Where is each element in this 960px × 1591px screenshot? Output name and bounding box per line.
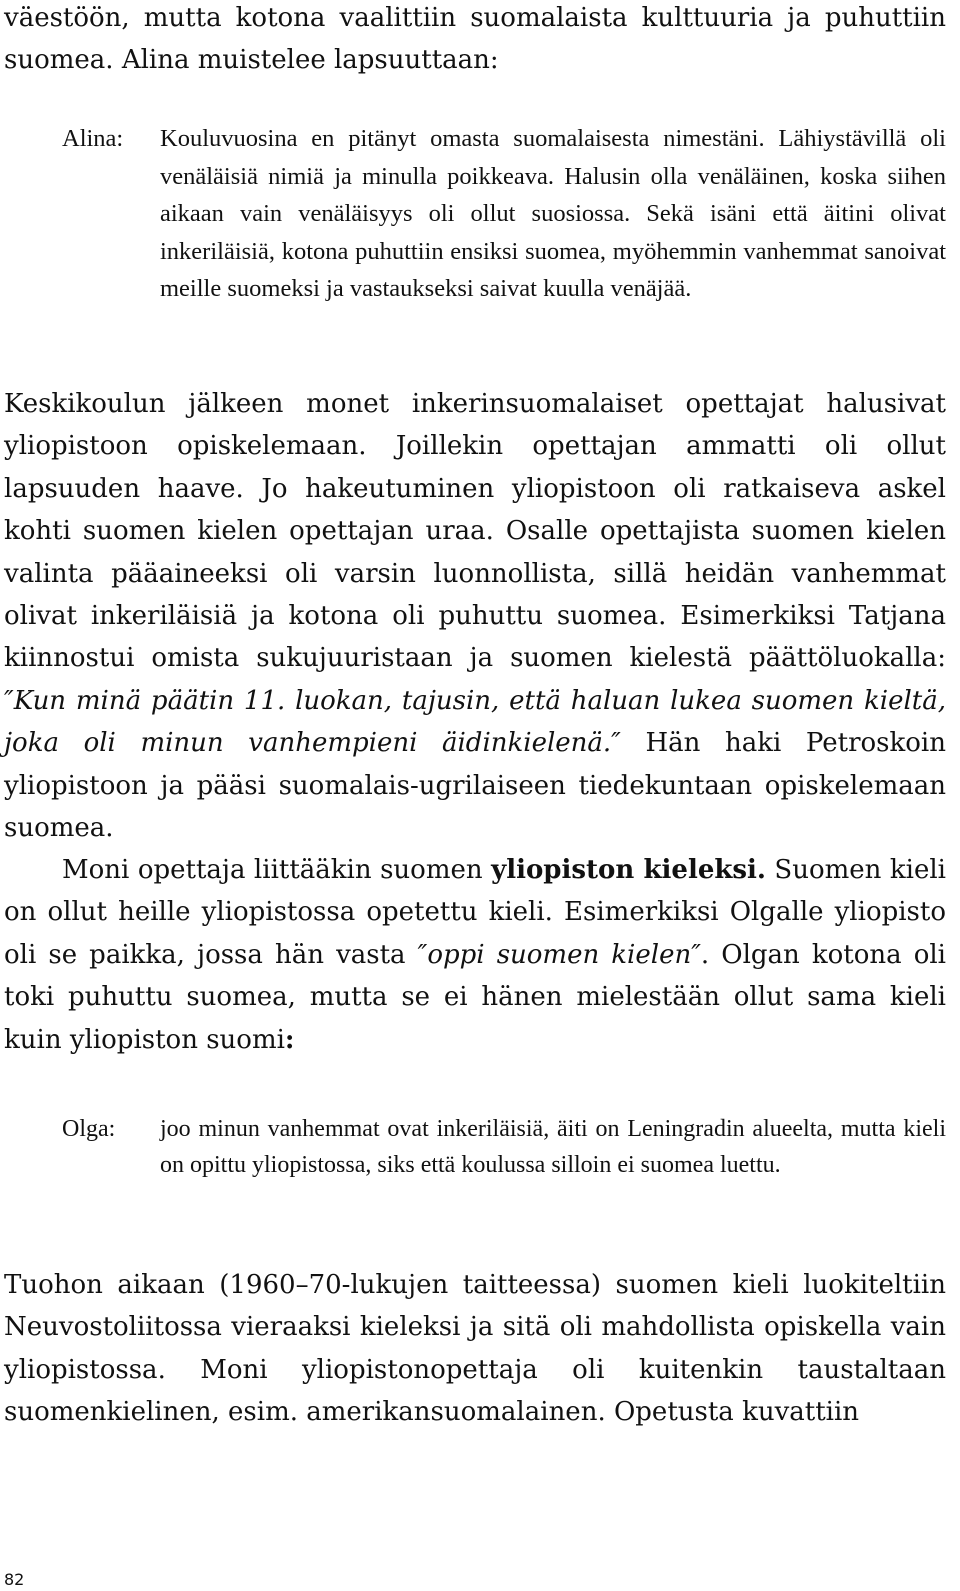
quote-alina: [62, 120, 946, 308]
italic-quote: ″Kun minä päätin 11. luokan, tajusin, että haluan lukea suomen kieltä, joka oli minun vanhempieni äidinkielenä.″: [4, 685, 946, 759]
quote-text: Kouluvuosina en pitänyt omasta suomalaisesta nimestäni. Lähiystävillä oli venäläisiä nimiä ja minulla poikkeava. Halusin olla venäläinen, koska siihen aikaan vain venäläisyys oli ollut suosiossa. Sekä isäni että äitini olivat inkeriläisiä, kotona puhuttiin ensiksi suomea, myöhemmin vanhemmat sanoivat meille suomeksi ja vastaukseksi saivat kuulla venäjää.: [160, 125, 946, 302]
paragraph-tuohon-aikaan: Tuohon aikaan (1960–70-lukujen taitteessa) suomen kieli luokiteltiin Neuvostoliitossa vieraaksi kieleksi ja sitä oli mahdollista opiskella vain yliopistossa. Moni yliopistonopettaja oli kuitenkin taustaltaan suomenkielinen, esim. amerikansuomalainen. Opetusta kuvattiin: [4, 1270, 946, 1428]
paragraph-text: Keskikoulun jälkeen monet inkerinsuomalaiset opettajat halusivat yliopistoon opiskelemaan. Joillekin opettajan ammatti oli ollut lapsuuden haave. Jo hakeutuminen yliopistoon oli ratkaiseva askel kohti suomen kielen opettajan uraa. Osalle opettajista suomen kielen valinta pääaineeksi oli varsin luonnollista, sillä heidän vanhemmat olivat inkeriläisiä ja kotona oli puhuttu suomea. Esimerkiksi Tatjana kiinnostui omista sukujuuristaan ja suomen kielestä päättöluokalla:: [4, 389, 946, 674]
italic-quote: ″oppi suomen kielen″: [417, 939, 701, 970]
paragraph-keskikoulu: [4, 383, 946, 849]
page-number: 82: [4, 1570, 25, 1589]
intro-paragraph: väestöön, mutta kotona vaalittiin suomalaista kulttuuria ja puhuttiin suomea. Alina muistelee lapsuuttaan:: [4, 3, 946, 76]
paragraph-text: Hän haki Petroskoin yliopistoon ja pääsi suomalais-ugrilaiseen tiedekuntaan opiskelemaan suomea.: [4, 728, 946, 844]
bold-colon: :: [284, 1024, 295, 1055]
quote-speaker: Olga:: [62, 1116, 116, 1142]
bold-term: yliopiston kieleksi.: [491, 855, 766, 885]
paragraph-text: Moni opettaja liittääkin suomen: [62, 855, 492, 885]
quote-text: joo minun vanhemmat ovat inkeriläisiä, äiti on Leningradin alueelta, mutta kieli on opittu yliopistossa, siks että koulussa silloin ei suomea luettu.: [160, 1116, 946, 1178]
quote-olga: [62, 1111, 946, 1183]
paragraph-text: Suomen kieli on ollut heille yliopistossa opetettu kieli. Esimerkiksi Olgalle yliopisto oli se paikka, jossa hän vasta: [4, 855, 946, 970]
paragraph-text: . Olgan kotona oli toki puhuttu suomea, mutta se ei hänen mielestään ollut sama kieli kuin yliopiston suomi: [4, 939, 946, 1055]
quote-speaker: Alina:: [62, 125, 124, 152]
paragraph-yliopiston-kieli: [4, 849, 946, 1061]
